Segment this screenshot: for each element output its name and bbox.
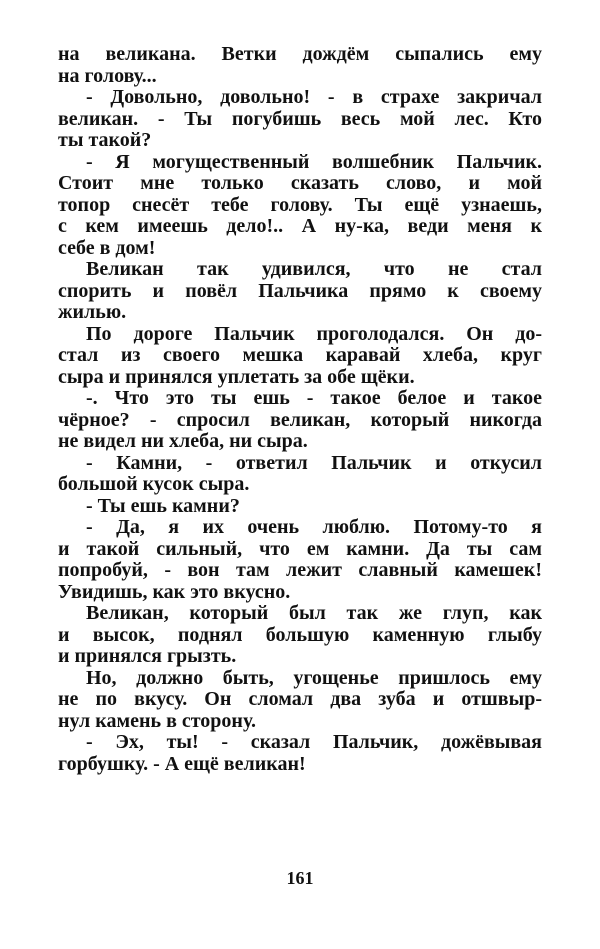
body-text xyxy=(58,44,542,775)
text-line: спорить и повёл Пальчика прямо к своему xyxy=(58,279,542,302)
text-line: Великан так удивился, что не стал xyxy=(86,258,542,280)
paragraph xyxy=(58,87,542,152)
text-line: - Эх, ты! - сказал Пальчик, дожёвывая xyxy=(86,731,542,753)
text-line: Стоит мне только сказать слово, и мой xyxy=(58,172,542,194)
text-line: и высок, поднял большую каменную глыбу xyxy=(58,623,542,646)
paragraph xyxy=(58,603,542,668)
paragraph xyxy=(58,496,542,518)
paragraph xyxy=(58,732,542,775)
paragraph xyxy=(58,152,542,260)
paragraph xyxy=(58,388,542,453)
paragraph xyxy=(58,44,542,87)
text-line: По дороге Пальчик проголодался. Он до- xyxy=(86,322,542,345)
text-line: Но, должно быть, угощенье пришлось ему xyxy=(86,666,542,689)
paragraph xyxy=(58,517,542,603)
text-line: Великан, который был так же глуп, как xyxy=(86,602,542,624)
text-line: Увидишь, как это вкусно. xyxy=(58,580,291,603)
text-line: на голову... xyxy=(58,64,157,87)
paragraph xyxy=(58,259,542,324)
text-line: с кем имеешь дело!.. А ну-ка, веди меня к xyxy=(58,215,542,237)
text-line: попробуй, - вон там лежит славный камешек! xyxy=(58,559,542,581)
text-line: не видел ни хлеба, ни сыра. xyxy=(58,430,308,452)
text-line: сыра и принялся уплетать за обе щёки. xyxy=(58,365,415,388)
text-line: нул камень в сторону. xyxy=(58,709,256,732)
text-line: себе в дом! xyxy=(58,236,156,259)
paragraph xyxy=(58,324,542,389)
text-line: - Довольно, довольно! - в страхе закричал xyxy=(86,86,542,108)
text-line: и такой сильный, что ем камни. Да ты сам xyxy=(58,537,542,560)
text-line: - Да, я их очень люблю. Потому-то я xyxy=(86,516,542,538)
text-line: стал из своего мешка каравай хлеба, круг xyxy=(58,344,542,366)
text-line: великан. - Ты погубишь весь мой лес. Кто xyxy=(58,107,542,130)
text-line: жилью. xyxy=(58,301,127,323)
text-line: - Я могущественный волшебник Пальчик. xyxy=(86,150,542,173)
text-line: топор снесёт тебе голову. Ты ещё узнаешь, xyxy=(58,193,542,216)
text-line: не по вкусу. Он сломал два зуба и отшвыр- xyxy=(58,688,542,710)
text-line: - Ты ешь камни? xyxy=(86,494,240,517)
text-line: -. Что это ты ешь - такое белое и такое xyxy=(86,387,542,409)
text-line: горбушку. - А ещё великан! xyxy=(58,752,306,775)
text-line: - Камни, - ответил Пальчик и откусил xyxy=(86,451,542,474)
text-line: чёрное? - спросил великан, который никогда xyxy=(58,408,542,431)
paragraph xyxy=(58,668,542,733)
text-line: ты такой? xyxy=(58,129,152,151)
text-line: большой кусок сыра. xyxy=(58,473,250,495)
paragraph xyxy=(58,453,542,496)
text-line: и принялся грызть. xyxy=(58,645,237,667)
page-number: 161 xyxy=(286,868,314,888)
text-line: на великана. Ветки дождём сыпались ему xyxy=(58,43,542,65)
